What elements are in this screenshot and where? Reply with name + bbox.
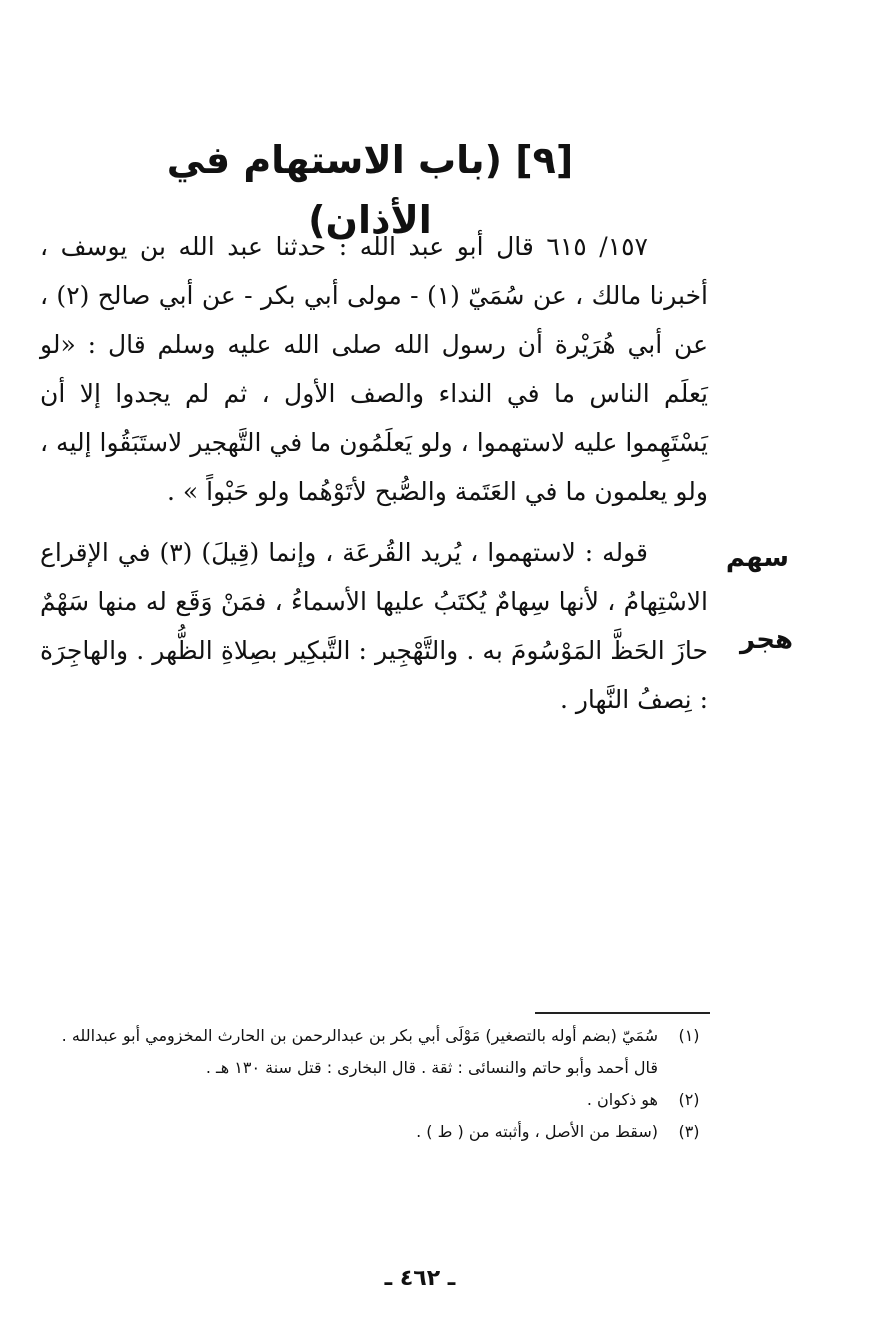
hadith-paragraph: ١٥٧/ ٦١٥ قال أبو عبد الله : حدثنا عبد الله بن يوسف ، أخبرنا مالك ، عن سُمَيّ (١) - مولى أبي بكر - عن أبي صالح (٢) ، عن أبي هُرَيْرة أن رسول الله صلى الله عليه وسلم قال : «لو يَعلَم الناس ما في النداء والصف الأول ، ثم لم يجدوا إلا أن يَسْتَهِموا عليه لاستهموا ، ولو يَعلَمُون ما في التَّهجير لاستَبَقُوا إليه ، ولو يعلمون ما في العَتَمة والصُّبح لأتَوْهُما ولو حَبْواً » .: [40, 232, 708, 506]
commentary-paragraph: قوله : لاستهموا ، يُريد القُرعَة ، وإنما (قِيلَ) (٣) في الإقراع الاسْتِهامُ ، لأنها سِهامٌ يُكتَبُ عليها الأسماءُ ، فمَنْ وَقَع له منها سَهْمٌ حازَ الحَظَّ المَوْسُومَ به . والتَّهْجِير : التَّبكِير بصِلاةِ الظُّهر . والهاجِرَة : نِصفُ النَّهار .: [40, 538, 708, 714]
chapter-title: [٩] (باب الاستهام في الأذان): [166, 138, 574, 242]
margin-keyword-hajr: هجر: [740, 625, 793, 655]
footnote-text: سُمَيّ (بضم أوله بالتصغير) مَوْلَى أبي بكر بن عبدالرحمن بن الحارث المخزومي أبو عبدالله .: [61, 1026, 658, 1045]
footnote-number: [658, 1052, 720, 1084]
footnote-number: (٣): [678, 1122, 700, 1141]
footnote-number: (٢): [678, 1090, 700, 1109]
page-number: ـ ٤٦٢ ـ: [384, 1266, 456, 1291]
main-text: [40, 222, 708, 516]
margin-keyword-sahm: سهم: [725, 543, 789, 573]
footnote-text: هو ذكوان .: [586, 1090, 658, 1109]
footnote-number: (١): [678, 1026, 700, 1045]
footnote-item: [50, 1084, 720, 1116]
footnote-text: (سقط من الأصل ، وأثبته من ( ط ) .: [416, 1122, 658, 1141]
footnote-divider: [535, 1012, 710, 1014]
footnote-item: [50, 1052, 720, 1084]
footnote-item: [50, 1116, 720, 1148]
footnote-text: قال أحمد وأبو حاتم والنسائى : ثقة . قال البخارى : قتل سنة ١٣٠ هـ .: [205, 1058, 658, 1077]
footnotes: [50, 1020, 720, 1148]
footnote-item: [50, 1020, 720, 1052]
